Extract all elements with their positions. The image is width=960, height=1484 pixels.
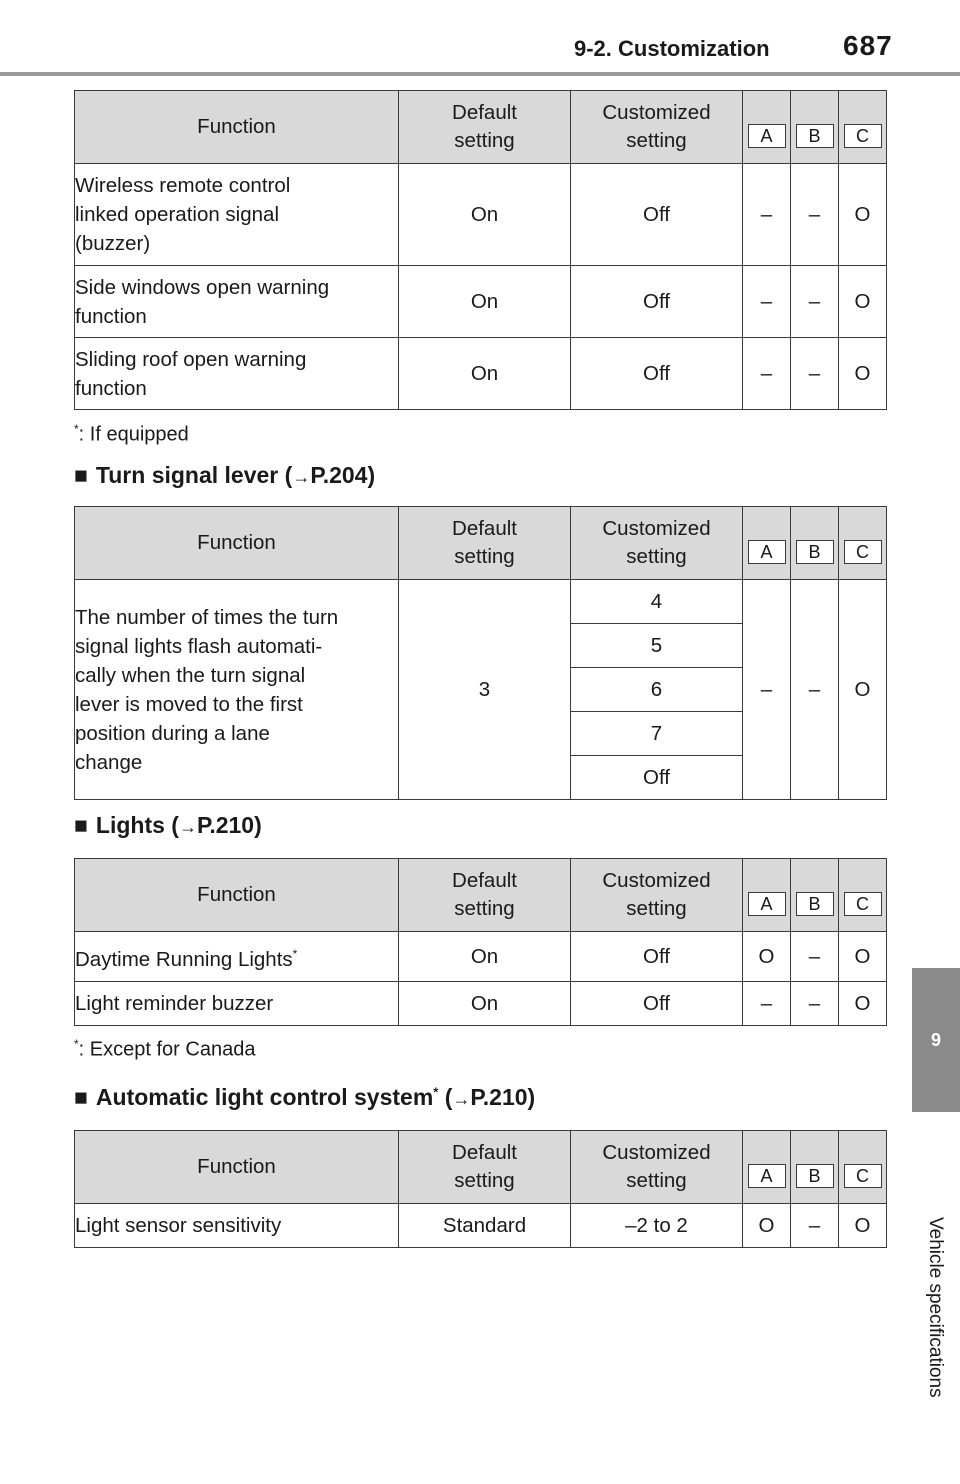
- chapter-tab: 9: [912, 968, 960, 1112]
- cell-c: O: [839, 338, 887, 410]
- arrow-icon: →: [292, 467, 311, 487]
- cell-b: –: [791, 266, 839, 338]
- table-row: [75, 164, 887, 266]
- cell-a: O: [743, 932, 791, 982]
- table-row: [75, 338, 887, 410]
- chapter-label: Vehicle specifications: [925, 1217, 946, 1398]
- footnote-if-equipped: *: If equipped: [74, 422, 189, 446]
- cell-c: O: [839, 1204, 887, 1248]
- arrow-icon: →: [452, 1089, 471, 1109]
- page-number: 687: [843, 30, 893, 61]
- header-c: C: [839, 507, 887, 580]
- cell-a: –: [743, 580, 791, 800]
- header-customized-setting: Customized setting: [571, 1131, 743, 1204]
- cell-a: –: [743, 982, 791, 1026]
- header-divider: [0, 72, 960, 76]
- cell-default: On: [399, 266, 571, 338]
- section-title: 9-2. Customization: [574, 36, 770, 61]
- cell-function: Wireless remote control linked operation signal (buzzer): [75, 164, 399, 266]
- cell-customized: Off: [571, 266, 743, 338]
- header-customized-setting: Customized setting: [571, 507, 743, 580]
- table-header-row: [75, 91, 887, 164]
- cell-option: 5: [571, 624, 743, 668]
- cell-default: On: [399, 338, 571, 410]
- footnote-except-canada: *: Except for Canada: [74, 1037, 256, 1061]
- cell-c: O: [839, 982, 887, 1026]
- cell-b: –: [791, 932, 839, 982]
- header-c: C: [839, 91, 887, 164]
- header-a: A: [743, 1131, 791, 1204]
- cell-b: –: [791, 580, 839, 800]
- cell-function: Light reminder buzzer: [75, 982, 399, 1026]
- settings-table-auto-light: [74, 1130, 887, 1248]
- header-function: Function: [75, 1131, 399, 1204]
- cell-option: 4: [571, 580, 743, 624]
- cell-customized: –2 to 2: [571, 1204, 743, 1248]
- cell-function: The number of times the turn signal lights flash automati- cally when the turn signal lever is moved to the first position during a lane change: [75, 580, 399, 800]
- header-a: A: [743, 859, 791, 932]
- cell-a: O: [743, 1204, 791, 1248]
- heading-turn-signal-lever: ■ Turn signal lever (→P.204): [74, 462, 376, 488]
- arrow-icon: →: [178, 817, 197, 837]
- table-row: [75, 982, 887, 1026]
- header-default-setting: Default setting: [399, 507, 571, 580]
- page-ref-link[interactable]: P.204): [310, 462, 376, 488]
- header-c: C: [839, 859, 887, 932]
- header-customized-setting: Customized setting: [571, 859, 743, 932]
- cell-option: 7: [571, 712, 743, 756]
- cell-function: Daytime Running Lights*: [75, 932, 399, 982]
- header-function: Function: [75, 507, 399, 580]
- cell-c: O: [839, 164, 887, 266]
- cell-b: –: [791, 982, 839, 1026]
- cell-b: –: [791, 164, 839, 266]
- cell-default: Standard: [399, 1204, 571, 1248]
- table-header-row: [75, 1131, 887, 1204]
- cell-default: 3: [399, 580, 571, 800]
- cell-option: Off: [571, 756, 743, 800]
- header-customized-setting: Customized setting: [571, 91, 743, 164]
- header-b: B: [791, 859, 839, 932]
- header-b: B: [791, 507, 839, 580]
- cell-default: On: [399, 982, 571, 1026]
- cell-b: –: [791, 1204, 839, 1248]
- header-a: A: [743, 507, 791, 580]
- header-default-setting: Default setting: [399, 91, 571, 164]
- header-b: B: [791, 91, 839, 164]
- cell-a: –: [743, 164, 791, 266]
- cell-c: O: [839, 932, 887, 982]
- cell-customized: Off: [571, 338, 743, 410]
- table-header-row: [75, 859, 887, 932]
- settings-table-door: [74, 90, 887, 410]
- cell-a: –: [743, 338, 791, 410]
- cell-c: O: [839, 266, 887, 338]
- table-row: [75, 1204, 887, 1248]
- cell-customized: Off: [571, 982, 743, 1026]
- cell-option: 6: [571, 668, 743, 712]
- page-ref-link[interactable]: P.210): [470, 1084, 536, 1110]
- cell-customized: Off: [571, 164, 743, 266]
- header-b: B: [791, 1131, 839, 1204]
- settings-table-turn-signal: [74, 506, 887, 800]
- header-default-setting: Default setting: [399, 859, 571, 932]
- table-row: [75, 580, 887, 624]
- cell-default: On: [399, 932, 571, 982]
- heading-lights: ■ Lights (→P.210): [74, 812, 262, 838]
- cell-default: On: [399, 164, 571, 266]
- table-header-row: [75, 507, 887, 580]
- header-function: Function: [75, 859, 399, 932]
- header-default-setting: Default setting: [399, 1131, 571, 1204]
- header-c: C: [839, 1131, 887, 1204]
- cell-c: O: [839, 580, 887, 800]
- header-function: Function: [75, 91, 399, 164]
- cell-function: Light sensor sensitivity: [75, 1204, 399, 1248]
- settings-table-lights: [74, 858, 887, 1026]
- cell-a: –: [743, 266, 791, 338]
- table-row: [75, 266, 887, 338]
- cell-customized: Off: [571, 932, 743, 982]
- cell-b: –: [791, 338, 839, 410]
- table-row: [75, 932, 887, 982]
- heading-automatic-light-control: ■ Automatic light control system* (→P.210): [74, 1084, 536, 1110]
- header-a: A: [743, 91, 791, 164]
- page-ref-link[interactable]: P.210): [196, 812, 262, 838]
- cell-function: Sliding roof open warning function: [75, 338, 399, 410]
- cell-function: Side windows open warning function: [75, 266, 399, 338]
